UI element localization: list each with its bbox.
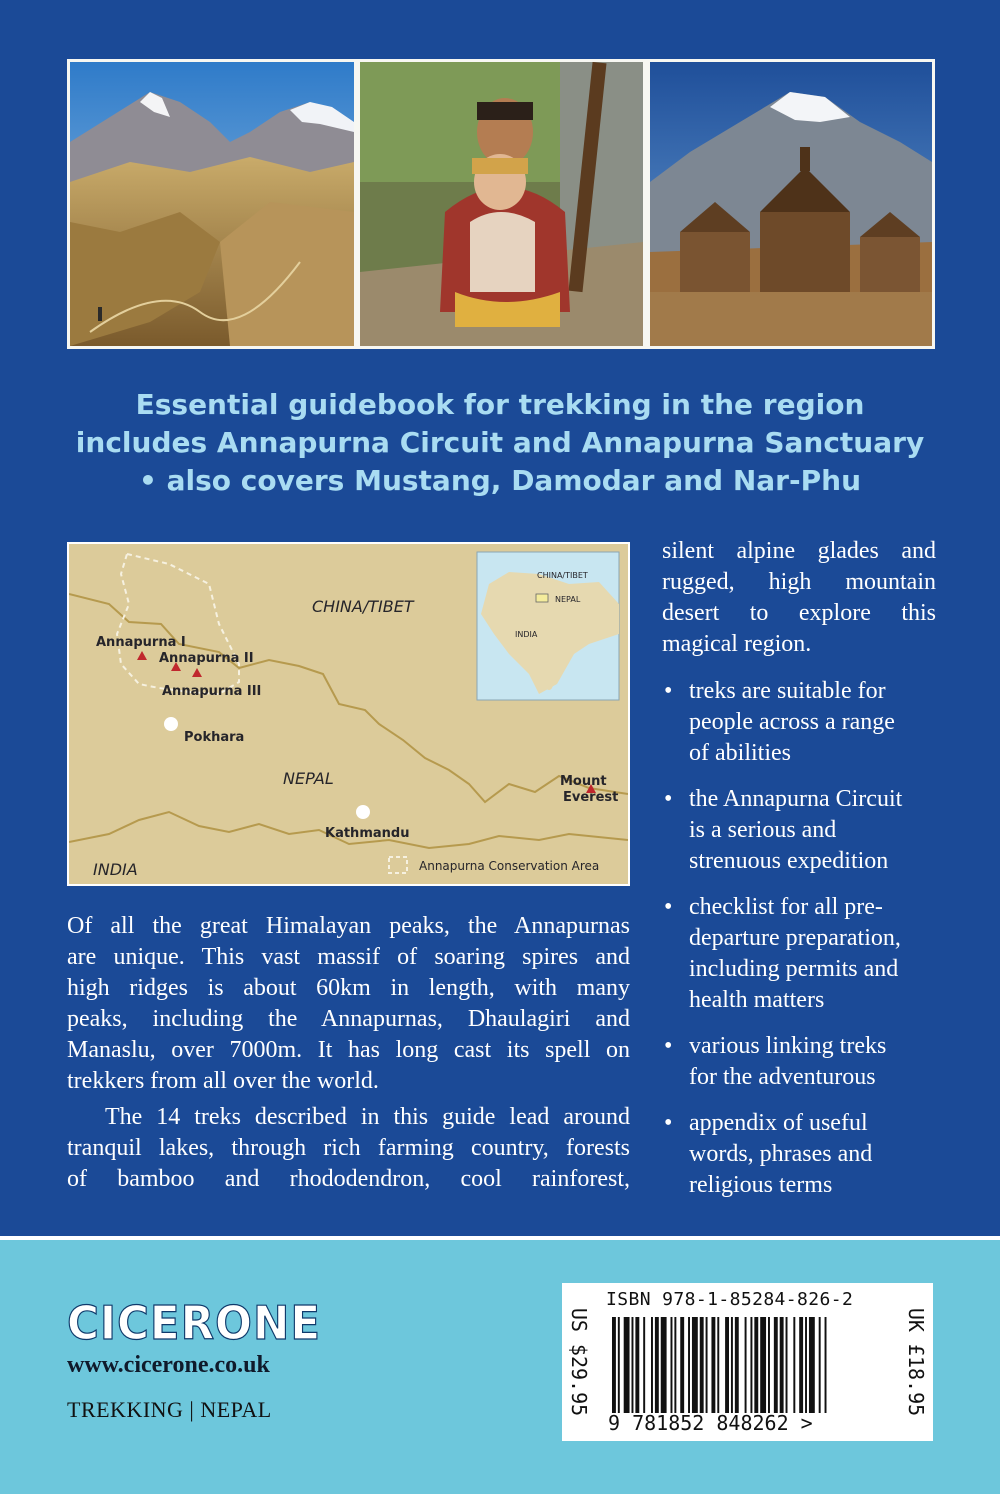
text-line: silent alpine glades and [662,538,936,564]
text-line: various linking treks [689,1033,887,1059]
text-line: treks are suitable for [689,678,886,704]
price-uk-text: UK £18.95 [904,1307,928,1417]
photo-woman-child [360,62,643,346]
text-line: trekkers from all over the world. [67,1068,379,1094]
photo-stupas [650,62,932,346]
bullet-icon: • [664,786,673,812]
tagline [40,386,960,500]
label-annapurna-3: Annapurna III [162,684,262,699]
city-marker-kathmandu [356,805,370,819]
barcode-bar [688,1317,690,1413]
barcode-bar [750,1317,752,1413]
barcode-bar [655,1317,659,1413]
inset-label-nepal: NEPAL [555,595,581,604]
photo-strip [67,59,935,349]
barcode-bar [711,1317,715,1413]
inset-label-china: CHINA/TIBET [537,571,588,580]
label-china-tibet: CHINA/TIBET [312,597,414,616]
barcode-bar [717,1317,719,1413]
inset-label-india: INDIA [515,630,538,639]
label-pokhara: Pokhara [184,730,245,745]
barcode [612,1317,886,1413]
text-line: health matters [689,987,825,1013]
barcode-panel [562,1283,933,1441]
price-uk [899,1283,933,1441]
barcode-bar [618,1317,620,1413]
ean-text: 9 781852 848262 > [608,1411,813,1435]
label-kathmandu: Kathmandu [325,826,410,841]
description-continued [662,536,936,660]
barcode-bar [760,1317,766,1413]
label-annapurna-2: Annapurna II [159,651,254,666]
barcode-bar [725,1317,729,1413]
text-line: the Annapurna Circuit [689,786,903,812]
barcode-bar [809,1317,815,1413]
tagline-line-1: Essential guidebook for trekking in the region [135,388,865,421]
text-line: words, phrases and [689,1141,873,1167]
list-item [662,1031,952,1093]
text-line: peaks, including the Annapurnas, Dhaulagiri and [67,1006,630,1032]
publisher-logo [67,1297,323,1345]
text-line: strenuous expedition [689,848,889,874]
text-line: for the adventurous [689,1064,876,1090]
text-line: desert to explore this [662,600,936,626]
feature-list [662,676,952,1216]
barcode-bar [793,1317,795,1413]
text-line: Of all the great Himalayan peaks, the Annapurnas [67,913,630,939]
bullet-icon: • [664,678,673,704]
barcode-bar [780,1317,784,1413]
barcode-bar [661,1317,667,1413]
text-line: The 14 treks described in this guide lead around [105,1104,630,1130]
publisher-url[interactable]: www.cicerone.co.uk [67,1352,270,1378]
description-paragraph-1 [67,911,630,1097]
text-line: religious terms [689,1172,833,1198]
text-line: departure preparation, [689,925,901,951]
barcode-bar [786,1317,788,1413]
list-item [662,1108,952,1201]
barcode-bar [635,1317,639,1413]
barcode-bar [805,1317,807,1413]
barcode-bar [674,1317,676,1413]
barcode-bar [632,1317,634,1413]
bullet-icon: • [664,1033,673,1059]
category-label: TREKKING | NEPAL [67,1397,272,1422]
description-paragraph-2 [67,1102,630,1195]
barcode-bar [706,1317,708,1413]
barcode-bar [754,1317,758,1413]
barcode-bar [671,1317,673,1413]
bullet-icon: • [664,1110,673,1136]
barcode-bar [612,1317,616,1413]
label-everest-1: Mount [560,774,607,789]
label-annapurna-1: Annapurna I [96,635,186,650]
label-nepal: NEPAL [283,769,334,788]
text-line: Manaslu, over 7000m. It has long cast its spell on [67,1037,630,1063]
barcode-bar [731,1317,733,1413]
text-line: checklist for all pre- [689,894,883,920]
text-line: of bamboo and rhododendron, cool rainforest, [67,1166,630,1192]
city-marker-pokhara [164,717,178,731]
label-india: INDIA [93,860,138,879]
barcode-bar [643,1317,645,1413]
tagline-line-3: • also covers Mustang, Damodar and Nar-Phu [139,464,861,497]
list-item [662,892,952,1016]
list-item [662,676,952,769]
text-line: of abilities [689,740,791,766]
region-map [67,542,630,886]
barcode-bar [745,1317,747,1413]
bullet-icon: • [664,894,673,920]
publisher-name: CICERONE [67,1297,321,1345]
barcode-bar [799,1317,803,1413]
isbn-text: ISBN 978-1-85284-826-2 [606,1289,854,1310]
text-line: rugged, high mountain [662,569,936,595]
barcode-bar [624,1317,630,1413]
barcode-bar [700,1317,704,1413]
text-line: high ridges is about 60km in length, with many [67,975,630,1001]
label-everest-2: Everest [563,790,619,805]
photo-mountain-valley [70,62,354,346]
text-line: is a serious and [689,817,837,843]
text-line: magical region. [662,631,812,657]
price-us [562,1283,596,1441]
text-line: appendix of useful [689,1110,868,1136]
tagline-line-2: includes Annapurna Circuit and Annapurna Sanctuary [75,426,925,459]
legend-label: Annapurna Conservation Area [419,859,600,873]
price-us-text: US $29.95 [567,1307,591,1417]
barcode-bar [774,1317,778,1413]
list-item [662,784,952,877]
text-line: tranquil lakes, through rich farming country, forests [67,1135,630,1161]
text-line: people across a range [689,709,895,735]
barcode-bar [680,1317,684,1413]
barcode-bar [819,1317,821,1413]
text-line: including permits and [689,956,899,982]
barcode-bar [768,1317,770,1413]
text-line: are unique. This vast massif of soaring spires and [67,944,630,970]
barcode-bar [651,1317,653,1413]
barcode-bar [692,1317,698,1413]
barcode-bar [735,1317,739,1413]
barcode-bar [825,1317,827,1413]
